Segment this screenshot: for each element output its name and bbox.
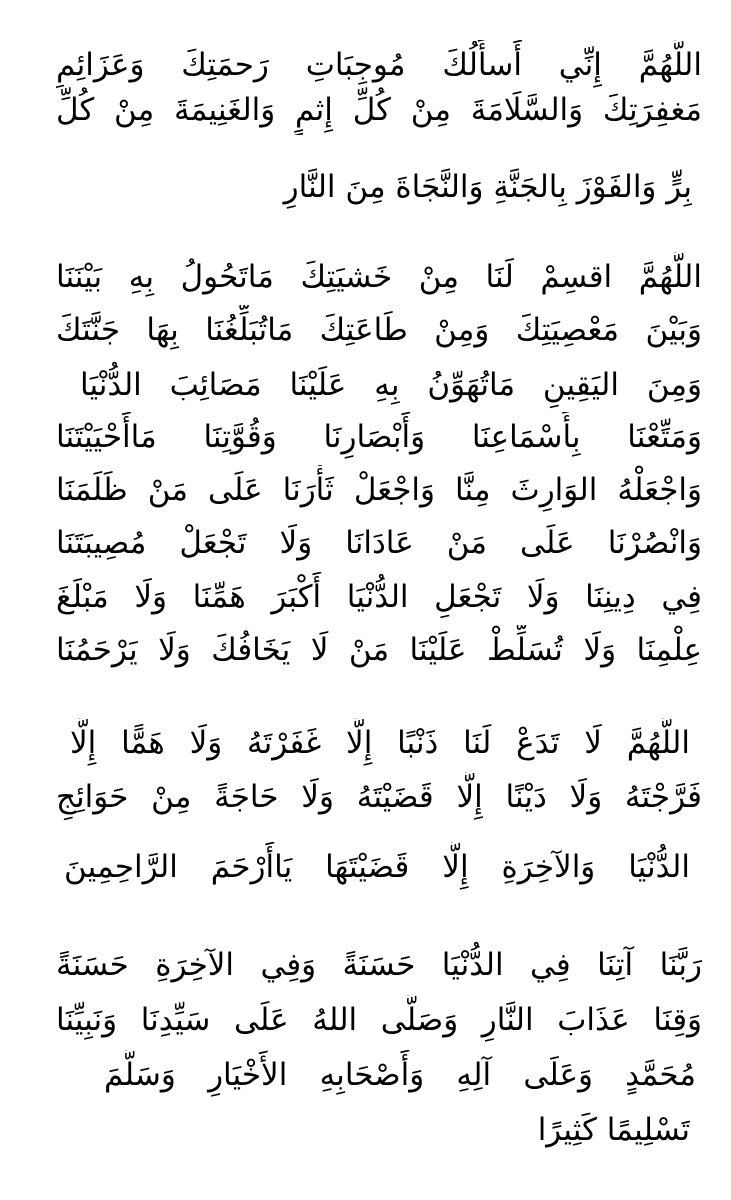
text-line: وَمَتِّعْنَا بِأَسْمَاعِنَا وَأَبْصَارِنَا وَقُوَّتِنَا مَاأَحْيَيْتَنَا — [56, 419, 702, 455]
text-line: تَسْلِيمًا كَثِيرًا — [537, 1112, 690, 1148]
text-line: وَبَيْنَ مَعْصِيَتِكَ وَمِنْ طَاعَتِكَ مَاتُبَلِّغُنَا بِهَا جَنَّتَكَ — [56, 312, 702, 348]
text-line: مُحَمَّدٍ وَعَلَى آلِهِ وَأَصْحَابِهِ الأَخْيَارِ وَسَلَّمَ — [104, 1057, 696, 1093]
text-line: بِرٍّ وَالفَوْزَ بِالجَنَّةِ وَالنَّجَاةَ مِنَ النَّارِ — [283, 169, 692, 205]
text-line: فِي دِينِنَا وَلَا تَجْعَلِ الدُّنْيَا أَكْبَرَ هَمِّنَا وَلَا مَبْلَغَ — [56, 579, 702, 615]
text-line: فَرَّجْتَهُ وَلَا دَيْنًا إِلَّا قَضَيْتَهُ وَلَا حَاجَةً مِنْ حَوَائِجِ — [56, 779, 702, 815]
text-line: وَمِنَ اليَقِينِ مَاتُهَوِّنُ بِهِ عَلَيْنَا مَصَائِبَ الدُّنْيَا — [80, 367, 702, 403]
text-line: اللَّهُمَّ لَا تَدَعْ لَنَا ذَنْبًا إِلَّا غَفَرْتَهُ وَلَا هَمًّا إِلَّا — [70, 725, 690, 761]
text-line: اللَّهُمَّ إِنِّي أَسأَلُكَ مُوجِبَاتِ رَحمَتِكَ وَعَزَائِمِ — [56, 47, 702, 83]
text-line: الدُّنْيَا وَالآخِرَةِ إِلَّا قَضَيْتَهَا يَاأَرْحَمَ الرَّاحِمِينَ — [64, 849, 690, 885]
text-line: وَاجْعَلْهُ الوَارِثَ مِنَّا وَاجْعَلْ ثَأْرَنَا عَلَى مَنْ ظَلَمَنَا — [56, 472, 702, 508]
text-line: وَانْصُرْنَا عَلَى مَنْ عَادَانَا وَلَا تَجْعَلْ مُصِيبَتَنَا — [56, 525, 702, 561]
text-line: وَقِنَا عَذَابَ النَّارِ وَصَلَّى اللهُ عَلَى سَيِّدِنَا وَنَبِيِّنَا — [56, 1002, 702, 1038]
text-line: عِلْمِنَا وَلَا تُسَلِّطْ عَلَيْنَا مَنْ لَا يَخَافُكَ وَلَا يَرْحَمُنَا — [56, 632, 702, 668]
text-line: رَبَّنَا آتِنَا فِي الدُّنْيَا حَسَنَةً وَفِي الآخِرَةِ حَسَنَةً — [56, 947, 702, 983]
text-line: مَغفِرَتِكَ وَالسَّلَامَةَ مِنْ كُلِّ إِثمٍ وَالغَنِيمَةَ مِنْ كُلِّ — [56, 92, 702, 128]
text-line: اللَّهُمَّ اقسِمْ لَنَا مِنْ خَشيَتِكَ مَاتَحُولُ بِهِ بَيْنَنَا — [56, 259, 702, 295]
